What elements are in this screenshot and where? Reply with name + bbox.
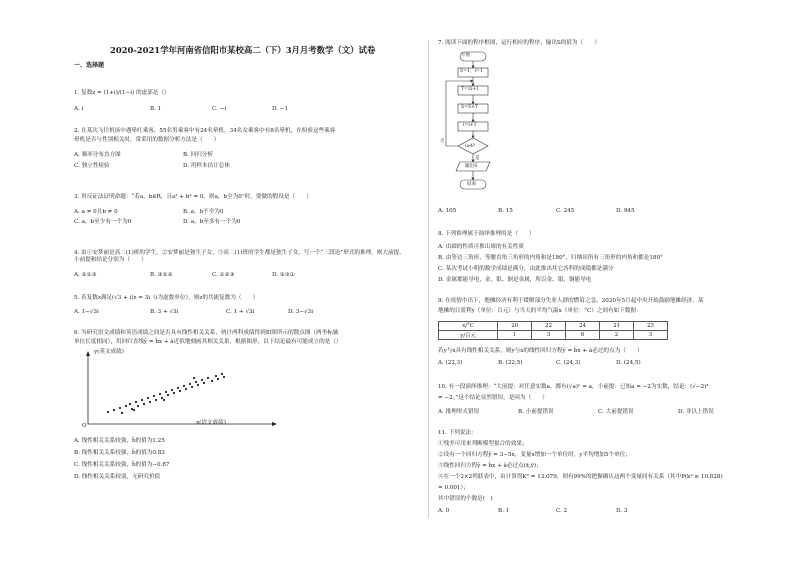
q3-option-d: D. a，b至多有一个为0: [183, 219, 241, 225]
table-cell: 22: [532, 322, 566, 331]
scatter-point: [165, 391, 167, 393]
q3-option-b: B. a，b不全为0: [183, 209, 224, 215]
q3-text: 3. 用反证法证明命题：“若a，b∈R，且a² + b² = 0，则a，b全为0”时，要做的假设是（ ）: [74, 194, 312, 200]
scatter-point: [195, 381, 197, 383]
q5-option-a: A. 1−√3i: [74, 309, 99, 315]
flow-start-text: 开始: [461, 53, 471, 58]
scatter-point: [179, 390, 181, 392]
q11-option-c: C. 2: [556, 508, 568, 514]
origin-label: O: [82, 423, 87, 429]
q11-line-3: ②设有一个回归方程ŷ = 3−5x，变量x增加一个单位时，y平均增加5个单位；: [438, 452, 631, 458]
q2-option-a: A. 频率分布直方图: [74, 152, 121, 158]
scatter-point: [153, 395, 155, 397]
q8-option-a: A. 由圆的性质可推出球的有关性质: [438, 244, 524, 250]
table-cell: 23: [633, 322, 667, 331]
flow-step-s-text: S=S×T: [461, 105, 479, 110]
q6-line-1: 6. 为研究语文成绩和英语成绩之间是否具有线性相关关系，统计两科成绩得到如图所示的散点图（两坐标轴: [74, 330, 339, 336]
q2-option-c: C. 独立性检验: [74, 163, 110, 169]
q7-text: 7. 阅读下面的程序框图，运行相应的程序，输出S的值为（ ）: [438, 40, 600, 46]
q5-text: 5. 若复数z满足(√3 + i)z = 3i（i为虚数单位），则z的共轭复数为（ ）: [74, 295, 259, 301]
q9-line-2: 地摊的日盈利y（单位：百元）与当天的平均气温x（单位：°C）之间有如下数据：: [438, 308, 642, 314]
scatter-point: [191, 386, 193, 388]
scatter-point: [197, 384, 199, 386]
q4-option-d: D. ②③①: [272, 272, 295, 278]
q5-option-c: C. 1 + √3i: [226, 309, 255, 315]
q8-option-b: B. 由等边三角形、等腰直角三角形的内角和是180°，归纳出所有三角形的内角和都是180°: [438, 255, 663, 261]
q2-option-d: D. 用样本估计总体: [183, 163, 230, 169]
table-cell: x/°C: [439, 322, 498, 331]
q5-option-d: D. 3−√3i: [288, 309, 313, 315]
q6-line-2: 单位长度相同），用回归直线ŷ = b̂x + â近似地刻画其相关关系，根据图形，以下结论最有可能成立的是（）: [74, 339, 342, 345]
table-cell: 6: [566, 331, 600, 340]
q3-option-a: A. a ≠ 0且b ≠ 0: [74, 209, 118, 215]
q9-after-text: 若y与x具有线性相关关系，则y与x的线性回归方程ŷ = b̂x + â必过的点为（ ）: [438, 348, 643, 354]
y-axis-label: y(英文成绩): [94, 349, 124, 355]
table-cell: 3: [532, 331, 566, 340]
q1-option-d: D. −1: [272, 106, 289, 112]
q10-line-1: 10. 有一段演绎推理：“大前提：对任意实数a，都有(√a)ⁿ = a，小前提：已知a = −2为实数，结论：(√−2)⁴: [438, 384, 709, 390]
y-axis-arrow: [86, 351, 90, 356]
scatter-point: [161, 397, 163, 399]
q11-line-7: 其中错误的个数是( ): [438, 496, 493, 502]
scatter-point: [173, 392, 175, 394]
table-row: [439, 322, 668, 331]
table-row: [439, 331, 668, 340]
flow-init-text: S=1，i=1: [460, 69, 483, 74]
q9-option-a: A. (22,3): [438, 360, 463, 366]
scatter-point: [163, 399, 165, 401]
scatter-point: [143, 403, 145, 405]
flow-yes-label: 是: [475, 156, 480, 161]
scatter-point: [133, 409, 135, 411]
q1-option-a: A. i: [74, 106, 84, 112]
left-column: [74, 0, 424, 562]
q2-option-b: B. 回归分析: [183, 152, 214, 158]
scatter-point: [201, 379, 203, 381]
q7-option-d: D. 945: [616, 208, 635, 214]
flow-step-t-text: T=2i+1: [461, 87, 480, 92]
q9-line-1: 9. 在疫情中出下，地摊经济有利于缓解部分失业人群的燃眉之急，2020年5月起中央开始鼓励地摊经济。某: [438, 298, 704, 304]
table-cell: 24: [566, 322, 600, 331]
scatter-point: [215, 375, 217, 377]
scatter-point: [149, 401, 151, 403]
scatter-point: [217, 378, 219, 380]
q11-line-5: ④在一个2×2列联表中，由计算得K² = 13.079，则有99%的把握确认这两个变量间有关系（其中P(k² ≥ 10.828): [438, 474, 723, 480]
q1-text: 1. 复数z = (1+i)/(1−i) 的虚部是（）: [74, 90, 170, 96]
q4-option-a: A. ②①③: [74, 272, 97, 278]
q7-option-b: B. 15: [498, 208, 513, 214]
q4-option-b: B. ③①②: [150, 272, 173, 278]
q8-option-d: D. 金属都能导电，金、银、铜是金属，所以金、银、铜能导电: [438, 277, 592, 283]
q10-option-c: C. 大前提错误: [598, 409, 634, 415]
flow-cond-text: i≥4?: [465, 144, 476, 149]
q9-option-b: B. (22,5): [498, 360, 523, 366]
scatter-point: [211, 380, 213, 382]
scatter-point: [135, 401, 137, 403]
q6-option-b: B. 线性相关关系较强，b̂的值为0.83: [74, 450, 165, 456]
q9-option-c: C. (24,3): [556, 360, 581, 366]
program-flowchart: [438, 50, 558, 200]
scatter-point: [203, 382, 205, 384]
page-title: 2020-2021学年河南省信阳市某校高二（下）3月月考数学（文）试卷: [110, 45, 376, 55]
q9-data-table: [438, 321, 668, 340]
q8-text: 8. 下列推理属于演绎推理的是（ ）: [438, 231, 535, 237]
q7-option-c: C. 245: [556, 208, 575, 214]
scatter-point: [223, 376, 225, 378]
q11-line-2: ①残差可用来判断模型拟合的效果；: [438, 441, 528, 447]
q10-option-a: A. 推理形式错误: [438, 409, 480, 415]
q6-option-d: D. 线性相关关系较弱，无研究价值: [74, 474, 161, 480]
table-cell: 21: [600, 322, 634, 331]
scatter-point: [125, 405, 127, 407]
q8-option-c: C. 某次考试小明的数学成绩是满分，由此推出其它各科的成绩都是满分: [438, 266, 614, 272]
scatter-point: [131, 408, 133, 410]
scatter-point: [155, 399, 157, 401]
scatter-point: [119, 407, 121, 409]
q6-option-a: A. 线性相关关系较强，b̂的值为1.25: [74, 438, 165, 444]
scatter-point: [137, 405, 139, 407]
flow-end-text: 结束: [467, 182, 477, 187]
scatter-point: [107, 411, 109, 413]
q10-line-2: = −2。”这个结论显然错误，是因为（ ）: [438, 395, 548, 401]
q5-option-b: B. 3 + √3i: [150, 309, 179, 315]
q11-option-a: A. 0: [438, 508, 450, 514]
flow-no-label: 否: [440, 139, 445, 144]
column-divider: [428, 40, 429, 518]
q6-option-c: C. 线性相关关系较强，b̂的值为−0.87: [74, 462, 170, 468]
q7-option-a: A. 105: [438, 208, 457, 214]
x-axis-arrow: [272, 422, 277, 426]
scatter-point: [193, 377, 195, 379]
scatter-point: [177, 387, 179, 389]
q2-line-2: 晕机是否与性别相关时，常采用的数据分析方法是（ ）: [74, 137, 220, 143]
right-column: [432, 0, 772, 562]
q4-option-c: C. ①②③: [212, 272, 235, 278]
q11-line-6: = 0.001）；: [438, 485, 469, 491]
scatter-point: [171, 389, 173, 391]
q2-line-1: 2. 在某次飞往机场中遇晕吐乘客，55名男乘客中有24名晕机，34名女乘客中有8名晕机，在检验这些乘客: [74, 128, 336, 134]
q1-option-b: B. 1: [150, 106, 162, 112]
scatter-point: [147, 397, 149, 399]
scatter-point: [113, 409, 115, 411]
q11-option-b: B. 1: [498, 508, 510, 514]
table-cell: y/百元: [439, 331, 498, 340]
x-axis-label: x(语文成绩): [196, 420, 226, 426]
scatter-point: [185, 388, 187, 390]
scatter-point: [121, 412, 123, 414]
flow-output-text: 输出S: [465, 164, 478, 169]
scatter-point: [207, 377, 209, 379]
flow-step-i-text: i=i+1: [463, 123, 477, 128]
q4-text: 4. 由①安梦丽是高二(1)班的学生，②安梦丽是独生子女，③高二(1)班的学生都是独生子女，写一个“三段论”形式的推理，则大前提、小前提和结论分别为（ ）: [74, 250, 405, 263]
q1-option-c: C. −i: [212, 106, 227, 112]
scatter-points: [107, 373, 225, 414]
q3-option-c: C. a，b至少有一个为0: [74, 219, 132, 225]
scatter-point: [189, 383, 191, 385]
scatter-point: [141, 399, 143, 401]
q11-option-d: D. 3: [616, 508, 628, 514]
q10-option-d: D. 非以上错误: [678, 409, 714, 415]
scatter-point: [183, 385, 185, 387]
table-cell: 3: [633, 331, 667, 340]
section-heading: 一、选择题: [74, 62, 105, 69]
scatter-point: [167, 394, 169, 396]
table-cell: 20: [498, 322, 532, 331]
table-cell: 2: [600, 331, 634, 340]
scatter-point: [221, 373, 223, 375]
q11-line-4: ③线性回归方程ŷ = b̂x + â必过点(x̄,ȳ)；: [438, 463, 542, 469]
table-cell: 1: [498, 331, 532, 340]
scatter-plot: [74, 348, 284, 432]
q10-option-b: B. 小前提错误: [518, 409, 554, 415]
q9-option-d: D. (24,5): [616, 360, 641, 366]
scatter-point: [159, 393, 161, 395]
q11-line-1: 11. 下列说法：: [438, 430, 477, 436]
scatter-point: [129, 403, 131, 405]
